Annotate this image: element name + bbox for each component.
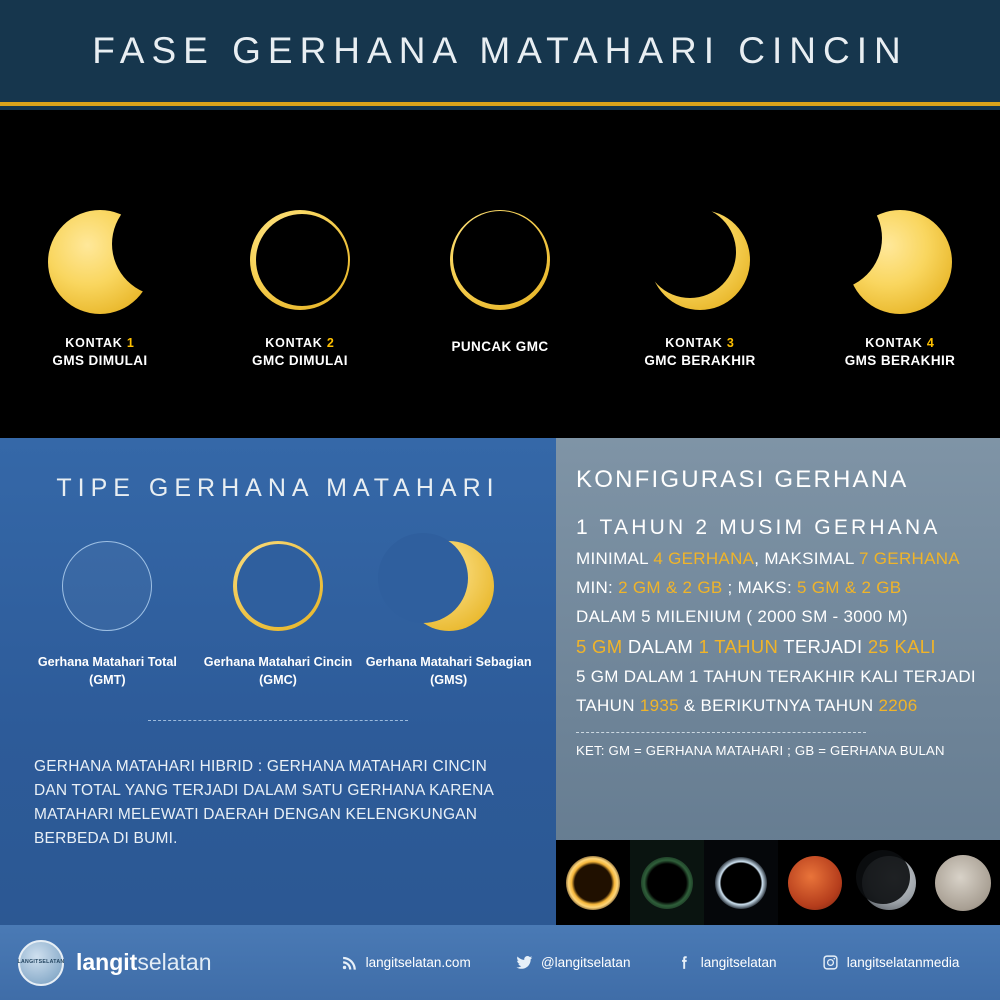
annular-max-icon <box>440 202 560 322</box>
phases-panel <box>0 110 1000 438</box>
text-part: & BERIKUTNYA TAHUN <box>678 696 879 715</box>
phase-puncak-gmc <box>400 202 600 354</box>
brand[interactable] <box>18 940 318 986</box>
text-part: TERJADI <box>778 636 868 657</box>
page-title: FASE GERHANA MATAHARI CINCIN <box>92 30 908 71</box>
sun-partial-left-icon <box>40 202 160 322</box>
phase-caption: GMS BERAKHIR <box>844 353 956 368</box>
type-label-line2: (GMT) <box>89 673 126 688</box>
partial-eclipse-icon <box>404 541 494 631</box>
value-25kali: 25 KALI <box>867 636 936 657</box>
value-year-1935: 1935 <box>639 696 679 715</box>
phase-kontak-1 <box>0 202 200 368</box>
phase-kontak-label: KONTAK <box>65 336 123 350</box>
brand-name-bold: langit <box>76 949 138 975</box>
text-part: ; MAKS: <box>722 578 797 597</box>
phase-caption: GMS DIMULAI <box>52 353 148 368</box>
type-label-line2: (GMC) <box>259 673 297 688</box>
phase-kontak-number: 1 <box>126 336 135 350</box>
rss-icon <box>341 954 358 971</box>
brand-name <box>76 949 212 976</box>
phase-kontak-number: 4 <box>926 336 935 350</box>
social-link-website[interactable] <box>341 954 471 971</box>
type-item-gmt <box>23 541 191 690</box>
value-year-2206: 2206 <box>878 696 918 715</box>
footer <box>0 925 1000 1000</box>
phase-caption: PUNCAK GMC <box>451 339 549 354</box>
instagram-icon <box>822 954 839 971</box>
brand-name-light: selatan <box>137 949 212 975</box>
type-label-line1: Gerhana Matahari Total <box>37 655 177 669</box>
config-line-minimal <box>576 549 982 569</box>
config-legend: KET: GM = GERHANA MATAHARI ; GB = GERHANA BULAN <box>576 743 945 758</box>
text-part: MINIMAL <box>576 549 654 568</box>
social-label: langitselatanmedia <box>846 955 960 970</box>
config-line-terakhir: 5 GM DALAM 1 TAHUN TERAKHIR KALI TERJADI <box>576 667 976 686</box>
hybrid-description: GERHANA MATAHARI HIBRID : GERHANA MATAHARI CINCIN DAN TOTAL YANG TERJADI DALAM SATU GERHANA KARENA MATAHARI MELEWATI DAERAH DENGAN KELENGKUNGAN BERBEDA DI BUMI. <box>34 757 494 847</box>
phase-kontak-4 <box>800 202 1000 368</box>
phase-kontak-label: KONTAK <box>665 336 723 350</box>
divider <box>148 720 408 721</box>
value-min-combo: 2 GM & 2 GB <box>618 578 723 597</box>
value-1tahun: 1 TAHUN <box>698 636 779 657</box>
twitter-icon <box>516 954 533 971</box>
total-eclipse-photo <box>630 840 704 925</box>
config-line-min-maks <box>576 578 982 598</box>
config-line-milenium: DALAM 5 MILENIUM ( 2000 SM - 3000 M) <box>576 607 909 626</box>
phase-caption: GMC BERAKHIR <box>644 353 756 368</box>
eclipse-types-panel <box>0 438 556 925</box>
annular-eclipse-icon <box>233 541 323 631</box>
social-label: langitselatan.com <box>365 955 471 970</box>
partial-eclipse-photo <box>704 840 778 925</box>
value-5gm: 5 GM <box>576 636 623 657</box>
social-label: @langitselatan <box>540 955 631 970</box>
config-line-5gm <box>576 636 982 658</box>
config-subtitle: 1 TAHUN 2 MUSIM GERHANA <box>576 516 941 539</box>
value-max-eclipses: 7 GERHANA <box>859 549 960 568</box>
header <box>0 0 1000 106</box>
eclipse-photo-strip <box>556 840 1000 925</box>
phase-kontak-label: KONTAK <box>865 336 923 350</box>
text-part: TAHUN <box>576 696 640 715</box>
phase-kontak-2 <box>200 202 400 368</box>
value-max-combo: 5 GM & 2 GB <box>797 578 902 597</box>
social-label: langitselatan <box>700 955 777 970</box>
annular-end-icon <box>640 202 760 322</box>
phase-kontak-number: 3 <box>726 336 735 350</box>
eclipse-configuration-panel <box>556 438 1000 925</box>
config-line-tahun <box>576 696 982 716</box>
logo-seal-icon <box>18 940 64 986</box>
social-links <box>318 954 982 971</box>
seal-text: LANGITSELATAN <box>17 959 65 966</box>
full-moon-photo <box>926 840 1000 925</box>
value-min-eclipses: 4 GERHANA <box>653 549 755 568</box>
annular-eclipse-photo <box>556 840 630 925</box>
phase-kontak-label: KONTAK <box>265 336 323 350</box>
annular-start-icon <box>240 202 360 322</box>
facebook-icon <box>676 954 693 971</box>
social-link-twitter[interactable] <box>516 954 631 971</box>
config-title: KONFIGURASI GERHANA <box>576 466 909 493</box>
sun-partial-right-icon <box>840 202 960 322</box>
type-item-gmc <box>194 541 362 690</box>
phase-caption: GMC DIMULAI <box>252 353 348 368</box>
lunar-eclipse-photo <box>778 840 852 925</box>
phase-kontak-number: 2 <box>326 336 335 350</box>
divider <box>576 732 866 733</box>
partial-lunar-eclipse-photo <box>852 840 926 925</box>
social-link-facebook[interactable] <box>676 954 777 971</box>
total-eclipse-icon <box>62 541 152 631</box>
text-part: MIN: <box>576 578 619 597</box>
type-label-line1: Gerhana Matahari Sebagian <box>365 655 532 669</box>
types-title: TIPE GERHANA MATAHARI <box>56 474 500 502</box>
type-label-line1: Gerhana Matahari Cincin <box>203 655 353 669</box>
social-link-instagram[interactable] <box>822 954 960 971</box>
type-item-gms <box>365 541 533 690</box>
text-part: , MAKSIMAL <box>754 549 859 568</box>
text-part: DALAM <box>622 636 699 657</box>
phase-kontak-3 <box>600 202 800 368</box>
type-label-line2: (GMS) <box>430 673 468 688</box>
